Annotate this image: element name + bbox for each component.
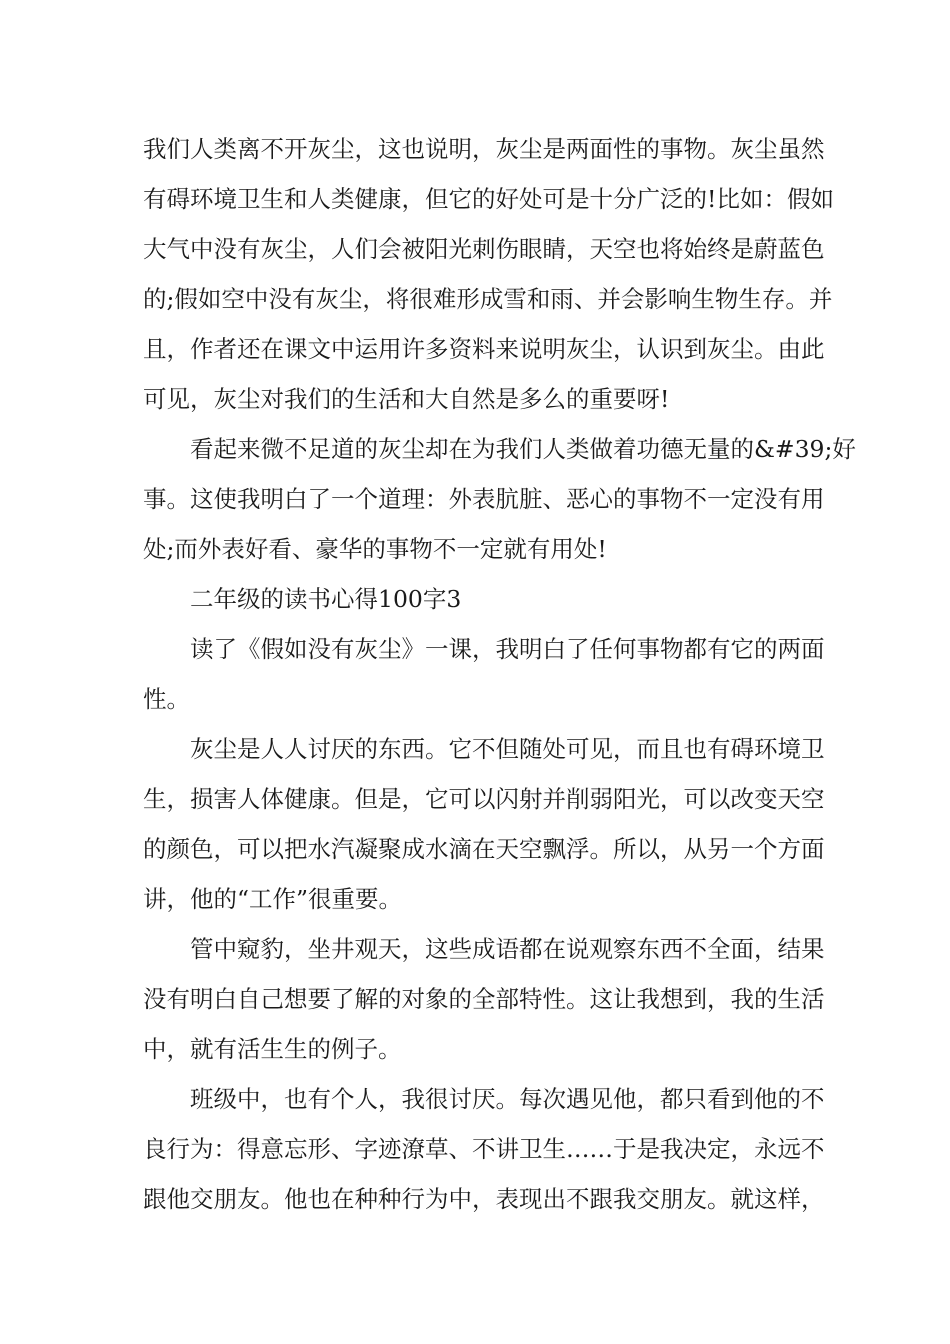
text-line: 良行为：得意忘形、字迹潦草、不讲卫生……于是我决定，永远不 [143,1135,825,1163]
text-line: 我们人类离不开灰尘，这也说明，灰尘是两面性的事物。灰尘虽然 [143,135,825,163]
text-line: 且，作者还在课文中运用许多资料来说明灰尘，认识到灰尘。由此 [143,335,825,363]
text-line: 跟他交朋友。他也在种种行为中，表现出不跟我交朋友。就这样， [143,1185,825,1213]
text-line: 的;假如空中没有灰尘，将很难形成雪和雨、并会影响生物生存。并 [143,285,833,313]
text-line: 没有明白自己想要了解的对象的全部特性。这让我想到，我的生活 [143,985,825,1013]
section-heading: 二年级的读书心得100字3 [190,585,462,613]
text-line: 讲，他的“工作”很重要。 [143,885,403,913]
text-line: 看起来微不足道的灰尘却在为我们人类做着功德无量的&#39;好 [190,435,856,463]
text-line: 读了《假如没有灰尘》一课，我明白了任何事物都有它的两面 [190,635,825,663]
text-line: 可见，灰尘对我们的生活和大自然是多么的重要呀! [143,385,670,413]
text-line: 的颜色，可以把水汽凝聚成水滴在天空飘浮。所以，从另一个方面 [143,835,825,863]
document-body [143,124,856,1224]
text-line: 生，损害人体健康。但是，它可以闪射并削弱阳光，可以改变天空 [143,785,825,813]
text-line: 性。 [143,685,190,713]
text-line: 班级中，也有个人，我很讨厌。每次遇见他，都只看到他的不 [190,1085,825,1113]
text-line: 中，就有活生生的例子。 [143,1035,402,1063]
text-line: 有碍环境卫生和人类健康，但它的好处可是十分广泛的!比如：假如 [143,185,834,213]
text-line: 管中窥豹，坐井观天，这些成语都在说观察东西不全面，结果 [190,935,825,963]
text-line: 灰尘是人人讨厌的东西。它不但随处可见，而且也有碍环境卫 [190,735,825,763]
text-line: 事。这使我明白了一个道理：外表肮脏、恶心的事物不一定没有用 [143,485,825,513]
text-line: 处;而外表好看、豪华的事物不一定就有用处! [143,535,607,563]
text-line: 大气中没有灰尘，人们会被阳光刺伤眼睛，天空也将始终是蔚蓝色 [143,235,825,263]
